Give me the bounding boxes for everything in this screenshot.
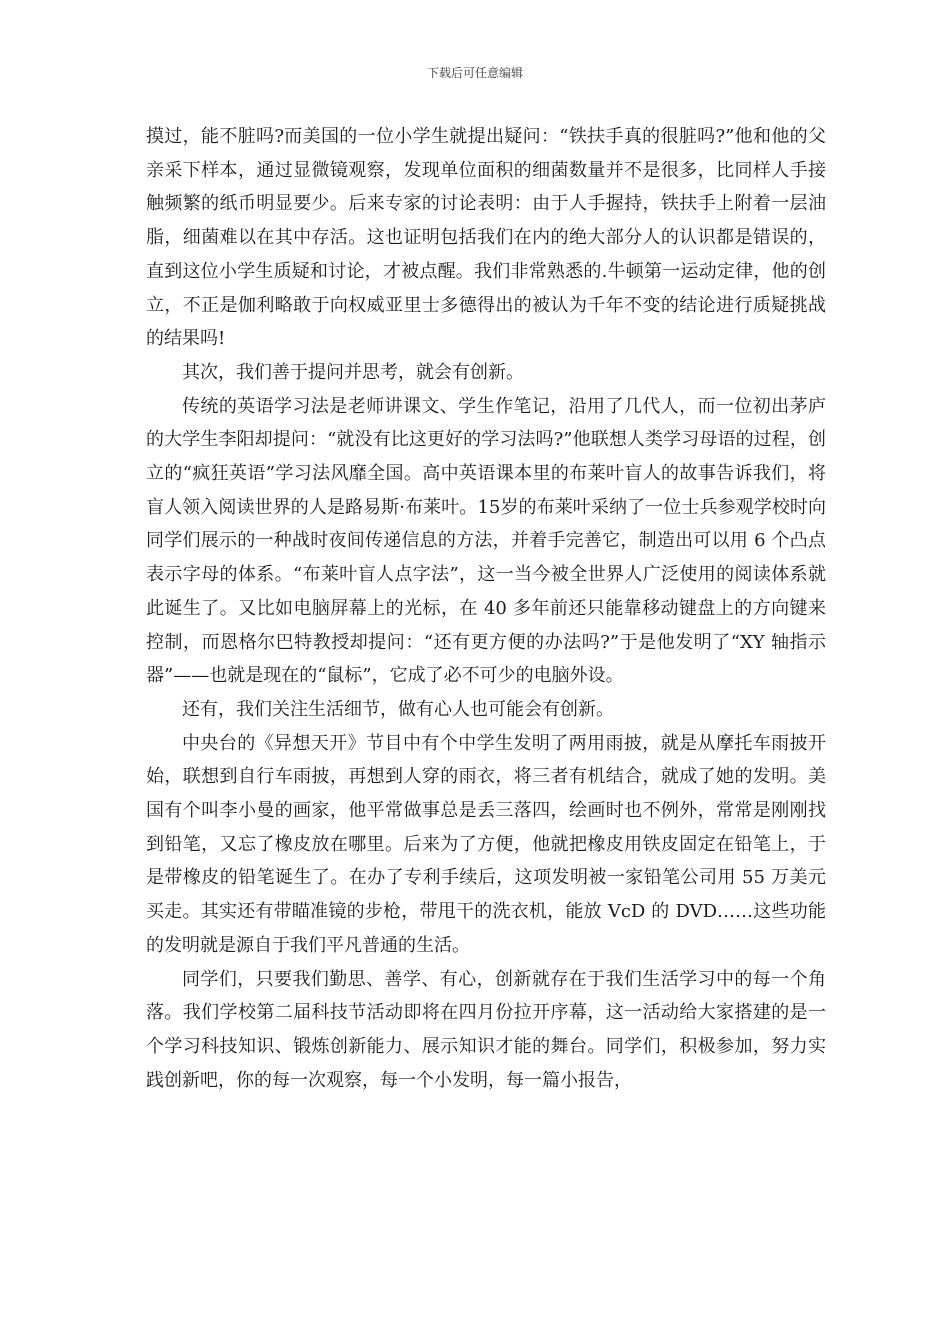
paragraph: 中央台的《异想天开》节目中有个中学生发明了两用雨披，就是从摩托车雨披开始，联想到自行车雨披，再想到人穿的雨衣，将三者有机结合，就成了她的发明。美国有个叫李小曼的画家，他平常做事总是丢三落四，绘画时也不例外，常常是刚刚找到铅笔，又忘了橡皮放在哪里。后来为了方便，他就把橡皮用铁皮固定在铅笔上，于是带橡皮的铅笔诞生了。在办了专利手续后，这项发明被一家铅笔公司用 55 万美元买走。其实还有带瞄准镜的步枪，带甩干的洗衣机，能放 VcD 的 DVD……这些功能的发明就是源自于我们平凡普通的生活。 <box>146 732 826 956</box>
document-body <box>146 120 826 1097</box>
paragraph-continued: 摸过，能不脏吗?而美国的一位小学生就提出疑问：“铁扶手真的很脏吗?”他和他的父亲采下样本，通过显微镜观察，发现单位面积的细菌数量并不是很多，比同样人手接触频繁的纸币明显要少。后来专家的讨论表明：由于人手握持，铁扶手上附着一层油脂，细菌难以在其中存活。这也证明包括我们在内的绝大部分人的认识都是错误的，直到这位小学生质疑和讨论，才被点醒。我们非常熟悉的.牛顿第一运动定律，他的创立，不正是伽利略敢于向权威亚里士多德得出的被认为千年不变的结论进行质疑挑战的结果吗! <box>146 126 826 350</box>
paragraph: 传统的英语学习法是老师讲课文、学生作笔记，沿用了几代人，而一位初出茅庐的大学生李阳却提问：“就没有比这更好的学习法吗?”他联想人类学习母语的过程，创立的“疯狂英语”学习法风靡全国。高中英语课本里的布莱叶盲人的故事告诉我们，将盲人领入阅读世界的人是路易斯·布莱叶。15岁的布莱叶采纳了一位士兵参观学校时向同学们展示的一种战时夜间传递信息的方法，并着手完善它，制造出可以用 6 个凸点表示字母的体系。“布莱叶盲人点字法”，这一当今被全世界人广泛使用的阅读体系就此诞生了。又比如电脑屏幕上的光标，在 40 多年前还只能靠移动键盘上的方向键来控制，而恩格尔巴特教授却提问：“还有更方便的办法吗?”于是他发明了“XY 轴指示器”——也就是现在的“鼠标”，它成了必不可少的电脑外设。 <box>146 395 826 687</box>
paragraph: 其次，我们善于提问并思考，就会有创新。 <box>182 361 524 383</box>
page-header: 下载后可任意编辑 <box>426 66 523 80</box>
paragraph: 同学们，只要我们勤思、善学、有心，创新就存在于我们生活学习中的每一个角落。我们学校第二届科技节活动即将在四月份拉开序幕，这一活动给大家搭建的是一个学习科技知识、锻炼创新能力、展示知识才能的舞台。同学们，积极参加，努力实践创新吧，你的每一次观察，每一个小发明，每一篇小报告， <box>146 968 826 1091</box>
paragraph: 还有，我们关注生活细节，做有心人也可能会有创新。 <box>182 698 614 720</box>
